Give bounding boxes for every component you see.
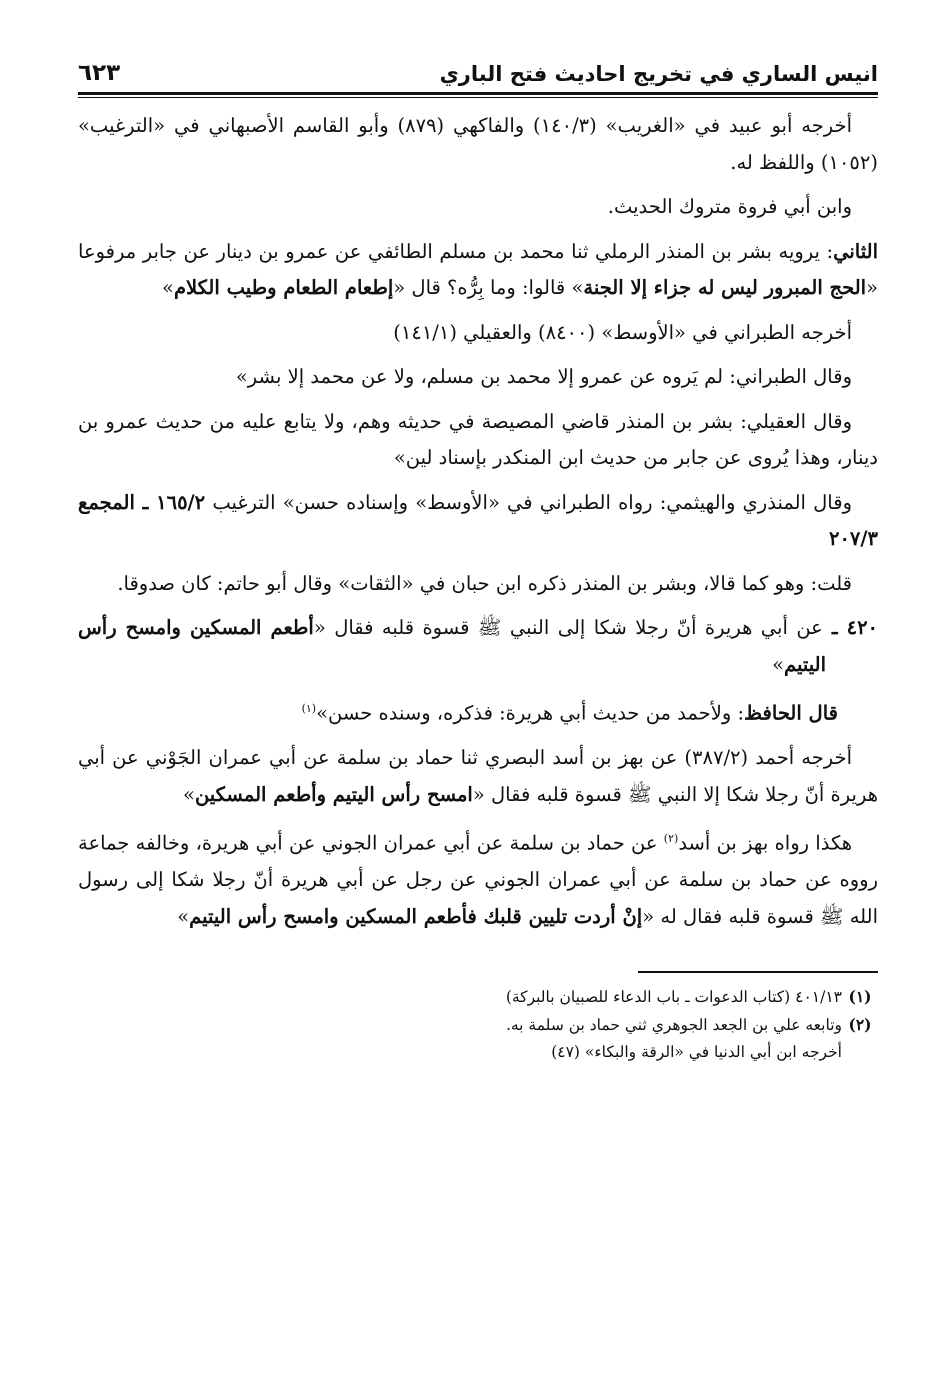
paragraph: أخرجه الطبراني في «الأوسط» (٨٤٠٠) والعقيلي (١٤١/١) xyxy=(393,320,852,344)
hadith-text: امسح رأس اليتيم وأطعم المسكين xyxy=(194,782,473,806)
page-header xyxy=(78,52,878,86)
header-rule xyxy=(78,92,878,95)
footnote-ref: (١) xyxy=(301,702,317,715)
header-rule-thin xyxy=(78,97,878,98)
footnote xyxy=(78,983,878,1011)
footnotes xyxy=(78,983,878,1066)
hadith-text: أطعم المسكين وامسح رأس اليتيم xyxy=(78,616,826,676)
page-number: ٦٢٣ xyxy=(78,60,121,86)
paragraph: الثاني: يرويه بشر بن المنذر الرملي ثنا محمد بن مسلم الطائفي عن عمرو بن دينار عن جابر مرفوعا «الحج المبرور ليس له جزاء إلا الجنة» قالوا: وما بِرُّه؟ قال «إطعام الطعام وطيب الكلام» xyxy=(78,239,878,299)
paragraph: وقال العقيلي: بشر بن المنذر قاضي المصيصة في حديثه وهم، ولا يتابع عليه من حديث عمرو بن دينار، وهذا يُروى عن جابر من حديث ابن المنكدر بإسناد لين» xyxy=(78,409,878,469)
hadith-number: ٤٢٠ ـ xyxy=(822,616,879,639)
paragraph: أخرجه أبو عبيد في «الغريب» (١٤٠/٣) والفاكهي (٨٧٩) وأبو القاسم الأصبهاني في «الترغيب» (١٠٥٢) واللفظ له. xyxy=(78,114,878,174)
running-title: انيس الساري في تخريج احاديث فتح الباري xyxy=(439,62,878,86)
footnote-continuation: أخرجه ابن أبي الدنيا في «الرقة والبكاء» (٤٧) xyxy=(551,1043,842,1061)
paragraph: قال الحافظ: ولأحمد من حديث أبي هريرة: فذكره، وسنده حسن»$^{(١)}$ xyxy=(301,701,838,725)
footnote-text: وتابعه علي بن الجعد الجوهري ثني حماد بن سلمة به. xyxy=(505,1016,842,1034)
footnote-separator xyxy=(638,971,878,973)
paragraph: وقال الطبراني: لم يَروه عن عمرو إلا محمد بن مسلم، ولا عن محمد إلا بشر» xyxy=(235,365,852,388)
paragraph: أخرجه أحمد (٣٨٧/٢) عن بهز بن أسد البصري ثنا حماد بن سلمة عن أبي عمران الجَوْني عن أبي هريرة أنّ رجلا شكا إلا النبي ﷺ قسوة قلبه فقال «امسح رأس اليتيم وأطعم المسكين» xyxy=(78,746,878,806)
hadith-entry: ٤٢٠ ـ عن أبي هريرة أنّ رجلا شكا إلى النبي ﷺ قسوة قلبه فقال «أطعم المسكين وامسح رأس اليتيم» xyxy=(78,616,879,676)
page xyxy=(78,52,878,1066)
footnote-ref: (٢) xyxy=(663,832,679,845)
hadith-text: إنْ أردت تليين قلبك فأطعم المسكين وامسح رأس اليتيم xyxy=(189,904,643,928)
reference: ١٦٥/٢ ـ المجمع ٢٠٧/٣ xyxy=(78,490,878,550)
paragraph: وابن أبي فروة متروك الحديث. xyxy=(607,195,852,218)
footnote-number: (٢) xyxy=(848,1015,872,1034)
paragraph: قلت: وهو كما قالا، وبشر بن المنذر ذكره ابن حبان في «الثقات» وقال أبو حاتم: كان صدوقا. xyxy=(117,571,852,595)
lead-word: الثاني xyxy=(833,239,878,263)
footnote xyxy=(78,1011,878,1039)
footnote-text: ٤٠١/١٣ (كتاب الدعوات ـ باب الدعاء للصبيان بالبركة) xyxy=(505,988,842,1006)
hadith-text: إطعام الطعام وطيب الكلام xyxy=(173,276,394,299)
paragraph: وقال المنذري والهيثمي: رواه الطبراني في «الأوسط» وإسناده حسن» الترغيب ١٦٥/٢ ـ المجمع ٢٠٧/٣ xyxy=(78,490,878,550)
paragraph: هكذا رواه بهز بن أسد$^{(٢)}$ عن حماد بن سلمة عن أبي عمران الجوني عن أبي هريرة، وخالفه جماعة رووه عن حماد بن سلمة عن أبي عمران الجوني عن رجل عن أبي هريرة أنّ رجلا شكا إلى رسول الله ﷺ قسوة قلبه فقال له «إنْ أردت تليين قلبك فأطعم المسكين وامسح رأس اليتيم» xyxy=(78,831,878,928)
body-text xyxy=(78,108,878,935)
hadith-text: الحج المبرور ليس له جزاء إلا الجنة xyxy=(583,276,867,299)
footnote-number: (١) xyxy=(848,987,872,1006)
lead-word: قال الحافظ xyxy=(744,701,838,725)
